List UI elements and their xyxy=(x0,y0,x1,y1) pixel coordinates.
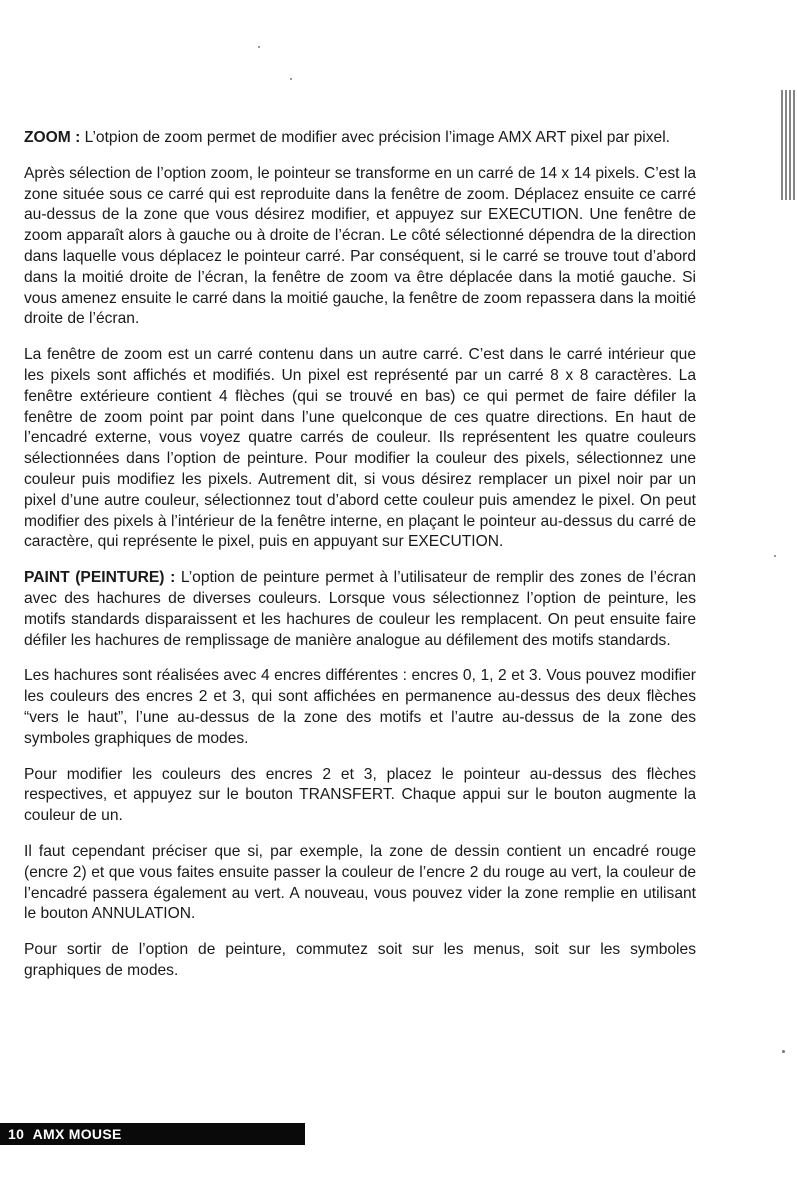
scan-speck xyxy=(774,555,776,557)
scan-edge-artifact xyxy=(781,90,797,200)
section-heading: PAINT (PEINTURE) : xyxy=(24,569,176,587)
body-text xyxy=(24,128,696,997)
footer-title: AMX MOUSE xyxy=(32,1126,122,1142)
scan-speck xyxy=(782,1050,785,1053)
paragraph xyxy=(24,345,696,553)
paragraph xyxy=(24,164,696,330)
paragraph xyxy=(24,666,696,749)
footer-label xyxy=(8,1124,122,1144)
scan-speck xyxy=(290,78,292,80)
paragraph xyxy=(24,842,696,925)
paragraph-text: Il faut cependant préciser que si, par exemple, la zone de dessin contient un encadré rouge (encre 2) et que vous faites ensuite passer la couleur de l’encre 2 du rouge au vert, la couleur de l’encadré passera également au vert. A nouveau, vous pouvez vider la zone remplie en utilisant le bouton ANNULATION. xyxy=(24,842,696,923)
paragraph-text: Les hachures sont réalisées avec 4 encres différentes : encres 0, 1, 2 et 3. Vous pouvez modifier les couleurs des encres 2 et 3, qui sont affichées en permanence au-dessus des deux flèches “vers le haut”, l’une au-dessus de la zone des motifs et l’autre au-dessus de la zone des symboles graphiques de modes. xyxy=(24,667,696,747)
section-heading: ZOOM : xyxy=(24,129,81,146)
paragraph-text: La fenêtre de zoom est un carré contenu dans un autre carré. C’est dans le carré intérieur que les pixels sont affichés et modifiés. Un pixel est représenté par un carré 8 x 8 caractères. La fenêtre extérieure contient 4 flèches (qui se trouvé en bas) ce qui permet de faire défiler la fenêtre de zoom point par point dans l’une quelconque de ces quatre directions. En haut de l’encadré externe, vous voyez quatre carrés de couleur. Ils représentent les quatre couleurs sélectionnées dans l’option de peinture. Pour modifier la couleur des pixels, sélectionnez une couleur puis modifiez les pixels. Autrement dit, si vous désirez remplacer un pixel noir par un pixel d’une autre couleur, sélectionnez tout d’abord cette couleur puis amendez le pixel. On peut modifier des pixels à l’intérieur de la fenêtre interne, en plaçant le pointeur au-dessus du carré de caractère, qui représente le pixel, puis en appuyant sur EXECUTION. xyxy=(24,346,696,551)
paragraph xyxy=(24,568,696,651)
page-number: 10 xyxy=(8,1126,25,1142)
paragraph xyxy=(24,128,696,149)
paragraph-text: Après sélection de l’option zoom, le pointeur se transforme en un carré de 14 x 14 pixels. C’est la zone située sous ce carré qui est reproduite dans la fenêtre de zoom. Déplacez ensuite ce carré au-dessus de la zone que vous désirez modifier, et appuyez sur EXECUTION. Une fenêtre de zoom apparaît alors à gauche ou à droite de l’écran. Le côté sélectionné dépendra de la direction dans laquelle vous déplacez le pointeur carré. Par conséquent, si le carré se trouve tout d’abord dans la moitié droite de l’écran, la fenêtre de zoom va être déplacée dans la motié gauche. Si vous amenez ensuite le carré dans la moitié gauche, la fenêtre de zoom repassera dans la moitié droite de l’écran. xyxy=(24,164,696,328)
paragraph-text: Pour modifier les couleurs des encres 2 et 3, placez le pointeur au-dessus des flèches respectives, et appuyez sur le bouton TRANSFERT. Chaque appui sur le bouton augmente la couleur de un. xyxy=(24,765,696,825)
paragraph xyxy=(24,940,696,982)
paragraph-text: L’option de peinture permet à l’utilisateur de remplir des zones de l’écran avec des hachures de diverses couleurs. Lorsque vous sélectionnez l’option de peinture, les motifs standards disparaissent et les hachures de couleur les remplacent. On peut ensuite faire défiler les hachures de remplissage de manière analogue au défilement des motifs standards. xyxy=(24,569,696,649)
scan-speck xyxy=(258,46,260,48)
paragraph-text: L’otpion de zoom permet de modifier avec précision l’image AMX ART pixel par pixel. xyxy=(80,129,670,146)
paragraph-text: Pour sortir de l’option de peinture, commutez soit sur les menus, soit sur les symboles graphiques de modes. xyxy=(24,941,696,979)
paragraph xyxy=(24,765,696,827)
